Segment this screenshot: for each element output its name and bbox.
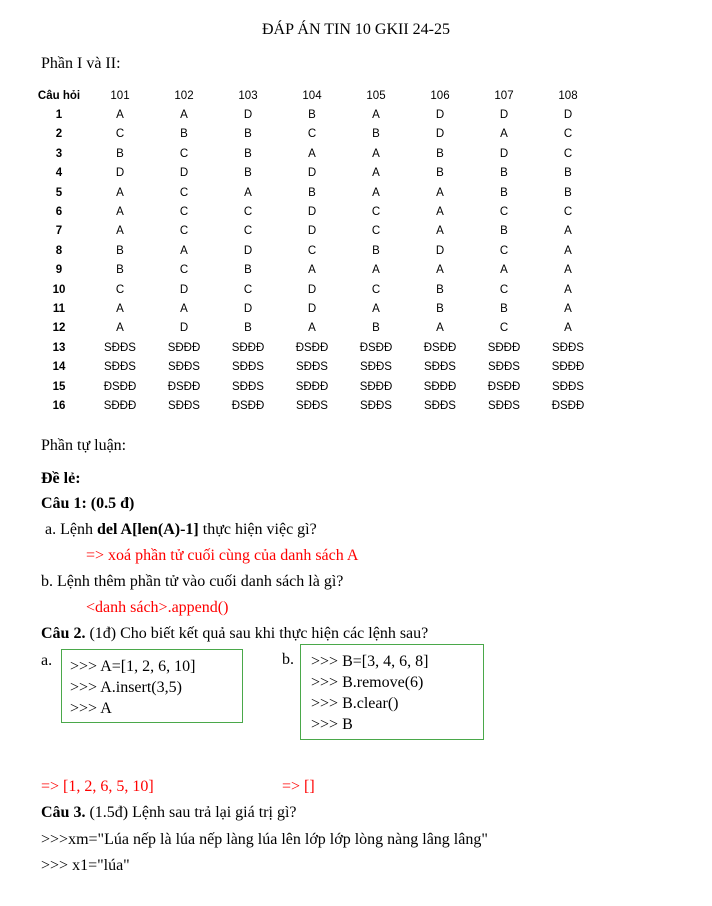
answer-cell: B <box>436 167 444 180</box>
answer-cell: A <box>308 264 316 277</box>
answer-cell: D <box>243 109 253 122</box>
answer-cell: B <box>116 244 124 257</box>
answer-cell: SĐĐS <box>360 399 392 412</box>
answer-cell: A <box>564 322 572 335</box>
answer-cell: A <box>372 109 380 122</box>
code-line: >>> B=[3, 4, 6, 8] <box>311 653 429 670</box>
code-line: >>> B.remove(6) <box>311 674 424 691</box>
answer-cell: SĐĐĐ <box>295 380 329 393</box>
answer-cell: A <box>436 322 444 335</box>
answer-cell: C <box>499 322 509 335</box>
answer-cell: B <box>244 322 252 335</box>
answer-cell: B <box>372 244 380 257</box>
answer-cell: ĐSĐĐ <box>231 399 265 412</box>
answer-cell: A <box>564 283 572 296</box>
question-number-cell: 8 <box>55 244 63 257</box>
answer-cell: A <box>500 264 508 277</box>
answer-cell: SĐĐS <box>296 399 328 412</box>
answer-cell: C <box>243 283 253 296</box>
question-2-text <box>41 625 428 643</box>
table-row <box>30 105 600 124</box>
header-cell-code: 106 <box>430 89 450 102</box>
answer-cell: C <box>371 225 381 238</box>
answer-cell: B <box>244 264 252 277</box>
table-row <box>30 357 600 376</box>
answer-cell: ĐSĐĐ <box>103 380 137 393</box>
question-number-cell: 6 <box>55 206 63 219</box>
header-cell-code: 102 <box>174 89 194 102</box>
answer-cell: C <box>307 244 317 257</box>
table-row <box>30 222 600 241</box>
question-number-cell: 9 <box>55 264 63 277</box>
question-1a-text <box>45 521 317 539</box>
exam-variant-heading: Đề lẻ: <box>41 470 81 487</box>
question-number-cell: 15 <box>52 380 66 393</box>
answer-cell: D <box>179 167 189 180</box>
question-number-cell: 1 <box>55 109 63 122</box>
header-cell-code: 107 <box>494 89 514 102</box>
answer-cell: D <box>243 244 253 257</box>
answer-cell: SĐĐS <box>232 380 264 393</box>
code-line: >>> B <box>311 716 353 733</box>
answer-cell: A <box>180 244 188 257</box>
q3-code-line: >>> x1="lúa" <box>41 857 130 874</box>
answer-cell: SĐĐS <box>488 399 520 412</box>
answer-cell: A <box>116 186 124 199</box>
answer-cell: D <box>307 283 317 296</box>
q2-label: Câu 2. <box>41 625 86 642</box>
table-header-row <box>30 86 600 105</box>
answer-cell: B <box>116 147 124 160</box>
section-heading-part-i-ii: Phần I và II: <box>41 55 121 72</box>
q2a-label: a. <box>41 652 53 669</box>
header-cell-code: 103 <box>238 89 258 102</box>
answer-cell: SĐĐS <box>168 361 200 374</box>
question-number-cell: 5 <box>55 186 63 199</box>
code-line: >>> A.insert(3,5) <box>70 679 182 696</box>
answer-cell: SĐĐS <box>104 361 136 374</box>
answer-cell: SĐĐS <box>488 361 520 374</box>
question-number-cell: 7 <box>55 225 63 238</box>
question-1b-text: b. Lệnh thêm phần tử vào cuối danh sách là gì? <box>41 573 344 590</box>
answer-cell: SĐĐS <box>552 341 584 354</box>
answer-cell: D <box>307 167 317 180</box>
question-number-cell: 10 <box>52 283 66 296</box>
answer-cell: D <box>115 167 125 180</box>
table-row <box>30 144 600 163</box>
answer-cell: SĐĐĐ <box>551 361 585 374</box>
answer-cell: ĐSĐĐ <box>295 341 329 354</box>
table-row <box>30 202 600 221</box>
answer-cell: A <box>116 225 124 238</box>
answer-cell: B <box>500 225 508 238</box>
answer-cell: B <box>500 167 508 180</box>
answer-cell: A <box>372 167 380 180</box>
question-number-cell: 3 <box>55 147 63 160</box>
answer-cell: SĐĐĐ <box>103 399 137 412</box>
answer-cell: D <box>435 109 445 122</box>
header-cell-code: 108 <box>558 89 578 102</box>
answer-cell: B <box>244 147 252 160</box>
answer-cell: ĐSĐĐ <box>359 341 393 354</box>
answer-cell: C <box>371 206 381 219</box>
answer-cell: C <box>243 206 253 219</box>
answer-cell: SĐĐS <box>232 361 264 374</box>
code-line: >>> B.clear() <box>311 695 399 712</box>
answer-cell: ĐSĐĐ <box>487 380 521 393</box>
table-row <box>30 183 600 202</box>
answer-cell: D <box>435 244 445 257</box>
answer-cell: B <box>500 186 508 199</box>
table-row <box>30 280 600 299</box>
q2a-code-box <box>61 649 243 723</box>
question-1a-answer: => xoá phần tử cuối cùng của danh sách A <box>86 547 359 564</box>
section-heading-essay: Phần tự luận: <box>41 437 127 454</box>
answer-cell: SĐĐS <box>360 361 392 374</box>
q2b-code-box <box>300 644 484 740</box>
question-number-cell: 16 <box>52 399 66 412</box>
header-cell-code: 101 <box>110 89 130 102</box>
answer-cell: C <box>307 128 317 141</box>
answer-cell: D <box>435 128 445 141</box>
answer-cell: ĐSĐĐ <box>423 341 457 354</box>
answer-cell: D <box>499 109 509 122</box>
answer-cell: B <box>308 186 316 199</box>
answer-cell: B <box>436 302 444 315</box>
answer-cell: D <box>563 109 573 122</box>
answer-cell: C <box>115 128 125 141</box>
answer-cell: A <box>564 225 572 238</box>
q3-code-line: >>>xm="Lúa nếp là lúa nếp làng lúa lên lớp lớp lòng nàng lâng lâng" <box>41 831 488 848</box>
answer-cell: B <box>436 283 444 296</box>
answer-cell: SĐĐĐ <box>423 380 457 393</box>
answer-cell: A <box>436 206 444 219</box>
answer-cell: A <box>436 186 444 199</box>
answer-cell: A <box>372 264 380 277</box>
q3-body: (1.5đ) Lệnh sau trả lại giá trị gì? <box>85 804 297 821</box>
answer-cell: ĐSĐĐ <box>551 399 585 412</box>
answer-cell: A <box>564 264 572 277</box>
table-row <box>30 338 600 357</box>
answer-cell: SĐĐĐ <box>167 341 201 354</box>
q2b-answer: => [] <box>282 778 315 795</box>
answer-cell: C <box>563 206 573 219</box>
answer-cell: SĐĐS <box>104 341 136 354</box>
answer-cell: A <box>564 302 572 315</box>
q1a-code: del A[len(A)-1] <box>96 521 199 538</box>
answer-cell: C <box>563 147 573 160</box>
answer-cell: A <box>244 186 252 199</box>
answer-cell: SĐĐĐ <box>231 341 265 354</box>
question-number-cell: 14 <box>52 361 66 374</box>
answer-cell: A <box>436 264 444 277</box>
table-row <box>30 319 600 338</box>
q2-body: (1đ) Cho biết kết quả sau khi thực hiện các lệnh sau? <box>85 625 429 642</box>
answer-cell: C <box>115 283 125 296</box>
answer-cell: D <box>179 322 189 335</box>
answer-cell: SĐĐS <box>168 399 200 412</box>
answer-cell: B <box>372 128 380 141</box>
answer-cell: B <box>116 264 124 277</box>
answer-cell: D <box>307 225 317 238</box>
answer-cell: D <box>243 302 253 315</box>
table-row <box>30 299 600 318</box>
code-line: >>> A <box>70 700 112 717</box>
answer-cell: A <box>372 147 380 160</box>
q1a-suffix: thực hiện việc gì? <box>198 521 317 538</box>
answer-cell: SĐĐS <box>552 380 584 393</box>
answer-cell: SĐĐĐ <box>359 380 393 393</box>
answer-cell: B <box>308 109 316 122</box>
answer-cell: C <box>563 128 573 141</box>
answer-cell: B <box>564 167 572 180</box>
table-row <box>30 377 600 396</box>
code-line: >>> A=[1, 2, 6, 10] <box>70 658 196 675</box>
table-row <box>30 261 600 280</box>
answer-cell: B <box>244 128 252 141</box>
q3-label: Câu 3. <box>41 804 86 821</box>
answer-cell: B <box>564 186 572 199</box>
answer-cell: B <box>436 147 444 160</box>
header-cell-code: 104 <box>302 89 322 102</box>
question-number-cell: 13 <box>52 341 66 354</box>
answer-cell: C <box>179 225 189 238</box>
q1a-prefix: a. Lệnh <box>45 521 97 538</box>
answer-cell: A <box>308 322 316 335</box>
answer-cell: A <box>116 109 124 122</box>
answer-cell: B <box>500 302 508 315</box>
answer-cell: ĐSĐĐ <box>167 380 201 393</box>
answer-cell: A <box>116 322 124 335</box>
table-row <box>30 396 600 415</box>
table-row <box>30 241 600 260</box>
answer-cell: SĐĐS <box>424 361 456 374</box>
answer-cell: D <box>307 206 317 219</box>
answer-cell: A <box>500 128 508 141</box>
answer-cell: C <box>179 147 189 160</box>
header-cell-code: 105 <box>366 89 386 102</box>
answer-cell: C <box>499 206 509 219</box>
answer-cell: A <box>372 186 380 199</box>
answer-cell: D <box>179 283 189 296</box>
answer-cell: A <box>116 206 124 219</box>
header-cell-question: Câu hỏi <box>37 89 81 102</box>
answer-cell: C <box>499 283 509 296</box>
question-3-text <box>41 804 297 822</box>
question-number-cell: 2 <box>55 128 63 141</box>
answer-cell: C <box>179 206 189 219</box>
question-number-cell: 12 <box>52 322 66 335</box>
answer-cell: C <box>243 225 253 238</box>
q2b-label: b. <box>282 651 294 668</box>
answer-table-body <box>30 105 600 415</box>
answer-cell: A <box>564 244 572 257</box>
q2a-answer: => [1, 2, 6, 5, 10] <box>41 778 154 795</box>
question-1-title: Câu 1: (0.5 đ) <box>41 495 135 512</box>
answer-cell: D <box>307 302 317 315</box>
table-row <box>30 164 600 183</box>
answer-cell: C <box>499 244 509 257</box>
answer-cell: SĐĐS <box>424 399 456 412</box>
answer-cell: C <box>371 283 381 296</box>
answer-cell: A <box>308 147 316 160</box>
table-row <box>30 125 600 144</box>
question-number-cell: 4 <box>55 167 63 180</box>
document-title: ĐÁP ÁN TIN 10 GKII 24-25 <box>262 21 450 38</box>
answer-cell: A <box>436 225 444 238</box>
answer-cell: C <box>179 264 189 277</box>
question-1b-answer: <danh sách>.append() <box>86 599 229 616</box>
answer-key-table <box>30 86 600 416</box>
answer-cell: B <box>180 128 188 141</box>
answer-cell: B <box>244 167 252 180</box>
answer-cell: A <box>180 302 188 315</box>
answer-cell: C <box>179 186 189 199</box>
answer-cell: A <box>116 302 124 315</box>
question-number-cell: 11 <box>52 302 66 315</box>
answer-cell: D <box>499 147 509 160</box>
answer-cell: SĐĐĐ <box>487 341 521 354</box>
answer-cell: B <box>372 322 380 335</box>
answer-cell: A <box>180 109 188 122</box>
answer-cell: SĐĐS <box>296 361 328 374</box>
answer-cell: A <box>372 302 380 315</box>
